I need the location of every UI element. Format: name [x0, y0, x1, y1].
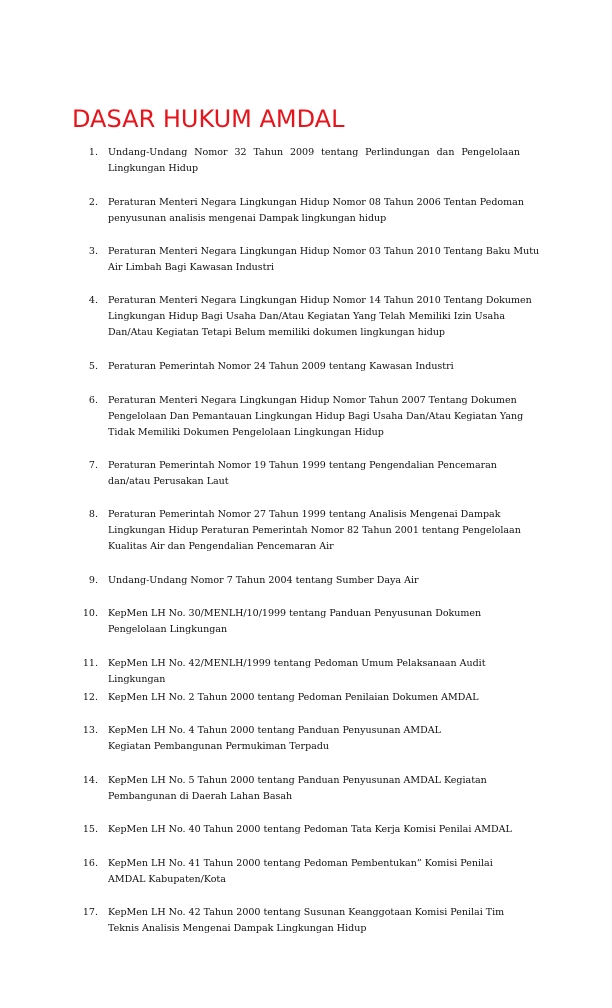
item-text: Peraturan Menteri Negara Lingkungan Hidup Nomor 14 Tahun 2010 Tentang Dokumen Lingkungan Hidup Bagi Usaha Dan/Atau Kegiatan Yang Telah Memiliki Izin Usaha Dan/Atau Kegiatan Tetapi Belum memiliki dokumen lingkungan hidup: [108, 295, 532, 338]
item-text: Peraturan Pemerintah Nomor 19 Tahun 1999 tentang Pengendalian Pencemaran dan/atau Perusakan Laut: [108, 460, 497, 487]
item-text: Peraturan Menteri Negara Lingkungan Hidup Nomor Tahun 2007 Tentang Dokumen Pengelolaan Dan Pemantauan Lingkungan Hidup Bagi Usaha Dan/Atau Kegiatan Yang Tidak Memiliki Dokumen Pengelolaan Lingkungan Hidup: [108, 395, 524, 438]
item-text: KepMen LH No. 4 Tahun 2000 tentang Panduan Penyusunan AMDAL Kegiatan Pembangunan Permukiman Terpadu: [108, 725, 441, 752]
item-text: Undang-Undang Nomor 32 Tahun 2009 tentang Perlindungan dan Pengelolaan Lingkungan Hidup: [108, 147, 520, 174]
item-number: 9.: [88, 575, 98, 586]
item-number: 17.: [82, 907, 98, 918]
item-number: 8.: [88, 509, 98, 520]
item-number: 5.: [88, 361, 98, 372]
item-text: Peraturan Pemerintah Nomor 24 Tahun 2009 tentang Kawasan Industri: [108, 361, 454, 372]
item-number: 2.: [88, 197, 98, 208]
page-title: DASAR HUKUM AMDAL: [72, 105, 345, 133]
item-number: 10.: [82, 608, 98, 619]
item-number: 1.: [88, 147, 98, 158]
item-text: KepMen LH No. 5 Tahun 2000 tentang Panduan Penyusunan AMDAL Kegiatan Pembangunan di Daerah Lahan Basah: [108, 775, 487, 802]
item-number: 16.: [82, 858, 98, 869]
item-text: KepMen LH No. 40 Tahun 2000 tentang Pedoman Tata Kerja Komisi Penilai AMDAL: [108, 824, 512, 835]
item-text: KepMen LH No. 41 Tahun 2000 tentang Pedoman Pembentukan” Komisi Penilai AMDAL Kabupaten/Kota: [108, 858, 493, 885]
item-text: Peraturan Menteri Negara Lingkungan Hidup Nomor 08 Tahun 2006 Tentan Pedoman penyusunan analisis mengenai Dampak lingkungan hidup: [108, 197, 524, 224]
item-text: KepMen LH No. 42/MENLH/1999 tentang Pedoman Umum Pelaksanaan Audit Lingkungan: [108, 658, 486, 685]
item-text: Peraturan Menteri Negara Lingkungan Hidup Nomor 03 Tahun 2010 Tentang Baku Mutu Air Limbah Bagi Kawasan Industri: [108, 246, 540, 273]
item-text: Peraturan Pemerintah Nomor 27 Tahun 1999 tentang Analisis Mengenai Dampak Lingkungan Hidup Peraturan Pemerintah Nomor 82 Tahun 2001 tentang Pengelolaan Kualitas Air dan Pengendalian Pencemaran Air: [108, 509, 521, 552]
item-text: KepMen LH No. 42 Tahun 2000 tentang Susunan Keanggotaan Komisi Penilai Tim Teknis Analisis Mengenai Dampak Lingkungan Hidup: [108, 907, 505, 934]
item-number: 3.: [88, 246, 98, 257]
item-text: KepMen LH No. 2 Tahun 2000 tentang Pedoman Penilaian Dokumen AMDAL: [108, 692, 479, 703]
item-number: 13.: [82, 725, 98, 736]
item-number: 7.: [88, 460, 98, 471]
item-number: 4.: [88, 295, 98, 306]
item-number: 14.: [82, 775, 98, 786]
item-number: 6.: [88, 395, 98, 406]
item-text: Undang-Undang Nomor 7 Tahun 2004 tentang Sumber Daya Air: [108, 575, 419, 586]
item-number: 11.: [82, 658, 98, 669]
item-text: KepMen LH No. 30/MENLH/10/1999 tentang Panduan Penyusunan Dokumen Pengelolaan Lingkungan: [108, 608, 482, 635]
item-number: 15.: [82, 824, 98, 835]
item-number: 12.: [82, 692, 98, 703]
